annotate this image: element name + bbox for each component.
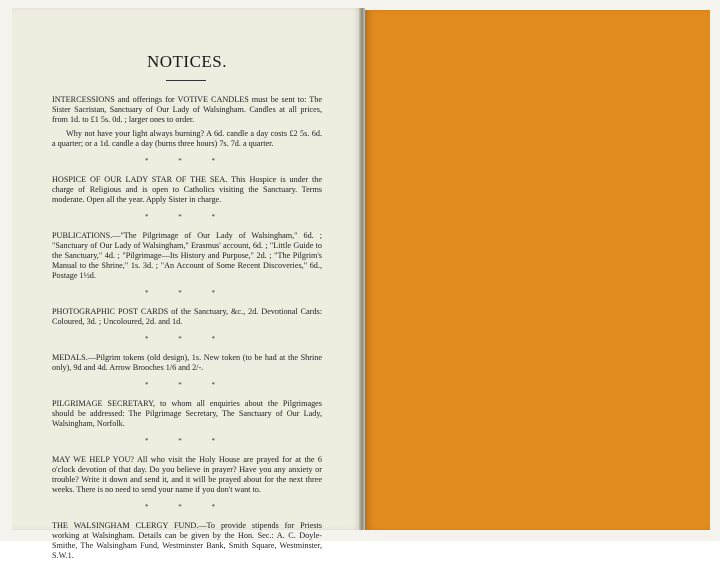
notice-hospice [52,175,322,205]
separator-stars: * * * [145,213,229,221]
notice-paragraph: THE WALSINGHAM CLERGY FUND.—To provide stipends for Priests working at Walsingham. Details can be given by the Hon. Sec.: A. C. Doyle-Smithe, The Walsingham Fund, Westminster Bank, Smith Square, Westminster, S.W.1. [52,521,322,560]
title-rule [166,80,206,81]
notices-list [52,95,322,561]
notice-paragraph: PUBLICATIONS.—"The Pilgrimage of Our Lady of Walsingham," 6d. ; "Sanctuary of Our Lady of Walsingham," Erasmus' account, 6d. ; "Little Guide to the Sanctuary," 4d. ; "Pilgrimage—Its History and Purpose," 2d. ; "The Pilgrim's Manual to the Shrine," 1s. 3d. ; "An Account of Some Recent Discoveries," 6d., Postage 1½d. [52,231,322,280]
separator-stars: * * * [145,289,229,297]
notice-clergy-fund [52,521,322,561]
notice-paragraph: MEDALS.—Pilgrim tokens (old design), 1s. New token (to be had at the Shrine only), 9d and 4d. Arrow Brooches 1/6 and 2/-. [52,353,322,372]
separator-stars: * * * [145,503,229,511]
notice-post-cards [52,307,322,327]
page-title: NOTICES. [146,52,228,71]
notice-publications [52,231,322,281]
separator-stars: * * * [145,437,229,445]
separator-stars: * * * [145,157,229,165]
notice-paragraph: MAY WE HELP YOU? All who visit the Holy House are prayed for at the 6 o'clock devotion of that day. Do you believe in prayer? Have you any anxiety or trouble? Write it down and send it, and it will be prayed about for the next three weeks. There is no need to send your name if you don't want to. [52,455,322,494]
notice-paragraph: INTERCESSIONS and offerings for VOTIVE CANDLES must be sent to: The Sister Sacristan, Sanctuary of Our Lady of Walsingham. Candles at all prices, from 1d. to £1 5s. 0d. ; larger ones to order. [52,95,322,124]
notice-intercessions [52,95,322,149]
notice-paragraph: HOSPICE OF OUR LADY STAR OF THE SEA. This Hospice is under the charge of Religious and is open to Catholics visiting the Sanctuary. Terms moderate. Open all the year. Apply Sister in charge. [52,175,322,204]
notice-medals [52,353,322,373]
notice-paragraph: PILGRIMAGE SECRETARY, to whom all enquiries about the Pilgrimages should be addressed: The Pilgrimage Secretary, The Sanctuary of Our Lady, Walsingham, Norfolk. [52,399,322,428]
separator-stars: * * * [145,381,229,389]
notice-paragraph: Why not have your light always burning? A 6d. candle a day costs £2 5s. 6d. a quarter; or a 1d. candle a day (burns three hours) 7s. 7d. a quarter. [52,129,322,148]
notice-pilgrimage-secretary [52,399,322,429]
notice-may-we-help [52,455,322,495]
separator-stars: * * * [145,335,229,343]
right-page-orange-cover [365,10,710,530]
notice-paragraph: PHOTOGRAPHIC POST CARDS of the Sanctuary, &c., 2d. Devotional Cards: Coloured, 3d. ; Uncoloured, 2d. and 1d. [52,307,322,326]
